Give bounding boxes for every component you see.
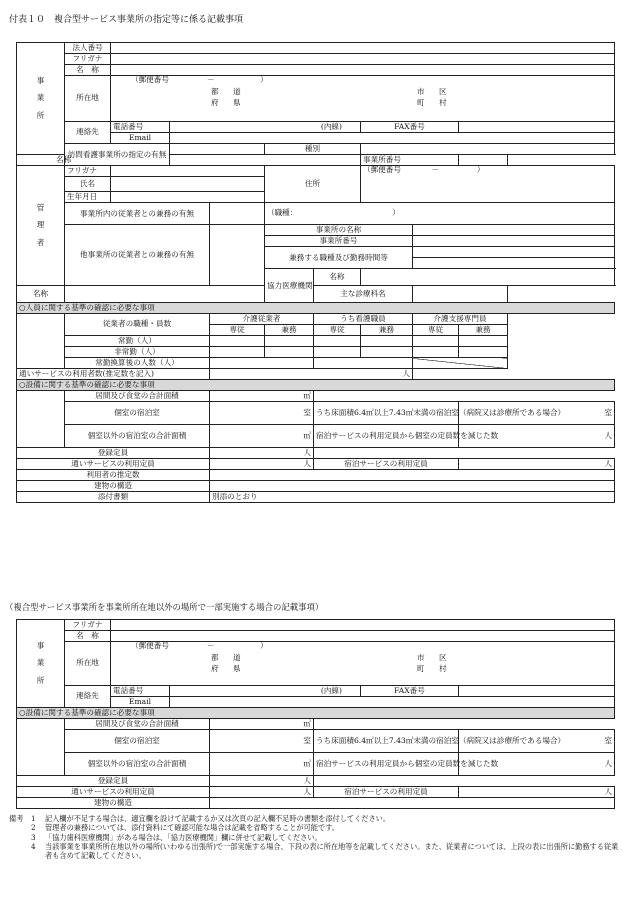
indent-cell <box>17 730 65 753</box>
input-cell[interactable] <box>265 347 314 358</box>
blank-cell <box>314 448 615 459</box>
care-concurrent: 兼務 <box>265 325 314 336</box>
input-cell[interactable] <box>314 336 361 347</box>
email-label: Email <box>111 133 170 144</box>
indent-cell <box>17 347 65 358</box>
input-cell[interactable] <box>361 347 413 358</box>
branch-jigyosho-label: 事 業 所 <box>17 620 65 708</box>
ku-text: 区 <box>439 87 447 96</box>
note-number: 2 <box>31 823 36 833</box>
indent-cell <box>17 358 65 369</box>
form-title: 付表１０ 複合型サービス事業所の指定等に係る記載事項 <box>9 15 244 25</box>
branch-email-field[interactable] <box>170 697 615 708</box>
indent-cell <box>17 719 65 730</box>
branch-fax-field[interactable] <box>459 686 615 697</box>
form-table-branch <box>16 619 615 809</box>
cho-text: 町 <box>417 664 425 673</box>
other-office-name-field[interactable] <box>413 225 615 236</box>
mgr-furigana-field[interactable] <box>111 166 265 177</box>
branch-other-room-area-label: 個室以外の宿泊室の合計面積 <box>65 753 210 776</box>
notes-head: 備考 <box>9 814 24 823</box>
branch-email-label: Email <box>111 697 170 708</box>
stay-diff-label: 宿泊サービスの利用定員から個室の定員数を減じた数 <box>314 425 459 448</box>
staff-type-label: 従業者の職種・員数 <box>65 314 210 336</box>
location-label: 所在地 <box>65 76 111 122</box>
coop-name-label-1: 名称 <box>314 269 361 286</box>
postal-text: （郵便番号 － ） <box>131 75 268 84</box>
blank-cell <box>413 369 508 380</box>
branch-location-label: 所在地 <box>65 642 111 686</box>
private-room-label: 個室の宿泊室 <box>65 402 210 425</box>
other-office-name-label: 事業所の名称 <box>265 225 413 236</box>
coop-name-label-2: 名称 <box>17 286 65 303</box>
input-cell[interactable] <box>413 347 459 358</box>
indent-cell <box>17 753 65 776</box>
other-room-area-field[interactable]: ㎡ <box>210 425 314 448</box>
job-type-field[interactable]: （職種： ） <box>265 203 615 225</box>
main-dept-label-2: 主な診療科名 <box>314 286 413 303</box>
blank-cell <box>314 391 615 402</box>
input-cell[interactable] <box>459 347 508 358</box>
note-number: 3 <box>31 832 36 842</box>
branch-day-capacity-field[interactable]: 人 <box>210 787 314 798</box>
branch-fax-label: FAX番号 <box>361 686 459 697</box>
kind-label: 種別 <box>265 144 361 155</box>
furigana-label: フリガナ <box>65 54 111 65</box>
cho-text: 町 <box>417 98 425 107</box>
notes <box>9 814 621 861</box>
full-work-label: 常勤（人） <box>65 336 210 347</box>
fte-label: 常勤換算後の人数（人） <box>65 358 210 369</box>
note-number: 4 <box>31 842 36 852</box>
branch-postal-text: （郵便番号 － ） <box>131 641 268 650</box>
indent-cell <box>17 336 65 347</box>
concurrent-other-field[interactable] <box>210 225 265 286</box>
input-cell[interactable] <box>314 347 361 358</box>
cm-concurrent: 兼務 <box>459 325 508 336</box>
concurrent-job-field-1[interactable] <box>413 247 615 258</box>
blank-cell <box>508 314 615 380</box>
care-manager-header: 介護支援専門員 <box>413 314 508 325</box>
name-field[interactable] <box>111 65 615 76</box>
fu-text: 府 <box>211 98 219 107</box>
son-text: 村 <box>439 98 447 107</box>
branch-furigana-label: フリガナ <box>65 620 111 631</box>
slash-cell <box>413 358 508 369</box>
vn-office-no-field[interactable] <box>459 155 508 166</box>
branch-small-room-label: うち床面積6.4㎡以上7.43㎡未満の宿泊室（病院又は診療所である場合） <box>314 730 459 753</box>
do-text: 道 <box>233 653 241 662</box>
shi-text: 市 <box>417 87 425 96</box>
structure-field[interactable] <box>210 481 615 492</box>
mgr-fullname-field[interactable] <box>111 177 265 192</box>
vn-name-label: 名称 <box>17 155 111 166</box>
corp-no-field[interactable] <box>111 43 615 54</box>
indent-cell <box>17 325 65 336</box>
stay-diff-field[interactable]: 人 <box>459 425 615 448</box>
branch-structure-field[interactable] <box>210 798 615 809</box>
son-text: 村 <box>439 664 447 673</box>
shi-text: 市 <box>417 653 425 662</box>
living-area-label: 居間及び食堂の合計面積 <box>65 391 210 402</box>
ken-text: 県 <box>233 664 241 673</box>
nurse-fulltime: 専従 <box>314 325 361 336</box>
mgr-fullname-label: 氏名 <box>65 177 111 192</box>
mgr-birth-label: 生年月日 <box>65 192 111 203</box>
fax-label: FAX番号 <box>361 122 459 133</box>
care-staff-header: 介護従業者 <box>210 314 314 325</box>
concurrent-in-field[interactable] <box>210 203 265 225</box>
do-text: 道 <box>233 87 241 96</box>
living-area-field[interactable]: ㎡ <box>210 391 314 402</box>
staff-section-band: ○人員に関する基準の確認に必要な事項 <box>17 303 615 314</box>
note-text: 「協力歯科医療機関」がある場合は、「協力医療機関」欄に併せて記載してください。 <box>45 832 322 842</box>
corp-no-label: 法人番号 <box>65 43 111 54</box>
extension-label: (内線) <box>170 122 361 133</box>
input-cell[interactable] <box>210 336 265 347</box>
branch-structure-label: 建物の構造 <box>17 798 210 809</box>
input-cell[interactable] <box>459 336 508 347</box>
branch-stay-capacity-field[interactable]: 人 <box>459 787 615 798</box>
part-work-label: 非常勤（人） <box>65 347 210 358</box>
branch-private-room-label: 個室の宿泊室 <box>65 730 210 753</box>
branch-stay-diff-field[interactable]: 人 <box>459 753 615 776</box>
input-cell[interactable] <box>314 358 413 369</box>
nurse-staff-header: うち看護職員 <box>314 314 413 325</box>
other-room-area-label: 個室以外の宿泊室の合計面積 <box>65 425 210 448</box>
registered-label: 登録定員 <box>17 448 210 459</box>
branch-phone-label: 電話番号 <box>111 686 170 697</box>
main-dept-field-2[interactable] <box>413 286 508 303</box>
facility-section-band: ○設備に関する基準の確認に必要な事項 <box>17 380 615 391</box>
small-room-label: うち床面積6.4㎡以上7.43㎡未満の宿泊室（病院又は診療所である場合） <box>314 402 459 425</box>
visiting-nurse-label: 訪問看護事業所の指定の有無 <box>65 144 170 166</box>
stay-capacity-field[interactable]: 人 <box>459 459 615 470</box>
structure-label: 建物の構造 <box>17 481 210 492</box>
branch-living-area-field[interactable]: ㎡ <box>210 719 314 730</box>
day-users-label: 通いサービスの利用者数(推定数を記入) <box>17 369 210 380</box>
kind-field[interactable] <box>361 144 615 155</box>
to-text: 都 <box>211 87 219 96</box>
user-estimate-field[interactable] <box>210 470 615 481</box>
vn-office-no-label: 事業所番号 <box>361 155 459 166</box>
branch-furigana-field[interactable] <box>111 620 615 631</box>
private-room-field[interactable]: 室 <box>210 402 314 425</box>
other-office-no-field[interactable] <box>413 236 615 247</box>
stay-capacity-label: 宿泊サービスの利用定員 <box>314 459 459 470</box>
coop-name-field-1[interactable] <box>361 269 615 286</box>
branch-stay-capacity-label: 宿泊サービスの利用定員 <box>314 787 459 798</box>
attachments-field: 別添のとおり <box>210 492 615 503</box>
nurse-concurrent: 兼務 <box>361 325 413 336</box>
fu-text: 府 <box>211 664 219 673</box>
note-text: 管理者の兼務については、添付資料にて確認可能な場合は記載を省略することが可能です。 <box>45 823 339 833</box>
section2-title: （複合型サービス事業所を事業所所在地以外の場所で一部実施する場合の記載事項） <box>5 602 324 612</box>
input-cell[interactable] <box>210 347 265 358</box>
day-users-field[interactable]: 人 <box>210 369 413 380</box>
ku-text: 区 <box>439 653 447 662</box>
branch-contact-label: 連絡先 <box>65 686 111 708</box>
input-cell[interactable] <box>210 358 314 369</box>
blank-cell <box>314 776 615 787</box>
concurrent-job-label: 兼務する職種及び勤務時間等 <box>265 247 413 269</box>
mgr-postal-text: （郵便番号 － ） <box>363 165 485 174</box>
branch-address-field[interactable] <box>111 642 615 686</box>
note-text: 記入欄が不足する場合は、適宜欄を設けて記載するか又は次頁の記入欄不足時の書類を添付してください。 <box>45 814 391 823</box>
mgr-furigana-label: フリガナ <box>65 166 111 177</box>
branch-facility-band: ○設備に関する基準の確認に必要な事項 <box>17 708 615 719</box>
kanrisha-label: 管 理 者 <box>17 166 65 286</box>
mgr-address-field[interactable] <box>361 166 615 203</box>
phone-label: 電話番号 <box>111 122 170 133</box>
branch-registered-label: 登録定員 <box>17 776 210 787</box>
branch-day-capacity-label: 通いサービスの利用定員 <box>17 787 210 798</box>
furigana-field[interactable] <box>111 54 615 65</box>
registered-field[interactable]: 人 <box>210 448 314 459</box>
address-field[interactable] <box>111 76 615 122</box>
input-cell[interactable] <box>361 336 413 347</box>
mgr-address-label: 住所 <box>265 166 361 203</box>
name-label: 名 称 <box>65 65 111 76</box>
email-field[interactable] <box>170 133 615 144</box>
attachments-label: 添付書類 <box>17 492 210 503</box>
concurrent-in-label: 事業所内の従業者との兼務の有無 <box>65 203 210 225</box>
mgr-birth-field[interactable] <box>111 192 265 203</box>
branch-small-room-field[interactable]: 室 <box>459 730 615 753</box>
indent-cell <box>17 391 65 402</box>
input-cell[interactable] <box>413 336 459 347</box>
contact-label: 連絡先 <box>65 122 111 144</box>
input-cell[interactable] <box>265 336 314 347</box>
branch-registered-field[interactable]: 人 <box>210 776 314 787</box>
cm-fulltime: 専従 <box>413 325 459 336</box>
branch-name-label: 名 称 <box>65 631 111 642</box>
note-text: 当該事業を事業所所在地以外の場所(いわゆる出張所)で一部実施する場合、下段の表に所在地等を記載してください。また、従業者については、上段の表に出張所に勤務する従業者も含めて記載してください。 <box>45 842 619 861</box>
branch-private-room-field[interactable]: 室 <box>210 730 314 753</box>
branch-stay-diff-label: 宿泊サービスの利用定員から個室の定員数を減じた数 <box>314 753 459 776</box>
concurrent-other-label: 他事業所の従業者との兼務の有無 <box>65 225 210 286</box>
branch-living-area-label: 居間及び食堂の合計面積 <box>65 719 210 730</box>
indent-cell <box>17 402 65 425</box>
indent-cell <box>17 425 65 448</box>
branch-extension-label: (内線) <box>170 686 361 697</box>
day-capacity-label: 通いサービスの利用定員 <box>17 459 210 470</box>
to-text: 都 <box>211 653 219 662</box>
other-office-no-label: 事業所番号 <box>265 236 413 247</box>
vn-name-field[interactable] <box>170 155 361 166</box>
indent-cell <box>17 314 65 325</box>
coop-medical-label: 協力医療機関 <box>265 269 314 303</box>
branch-other-room-area-field[interactable]: ㎡ <box>210 753 314 776</box>
concurrent-job-field-2[interactable] <box>413 258 615 269</box>
user-estimate-label: 利用者の推定数 <box>17 470 210 481</box>
fax-field[interactable] <box>459 122 615 133</box>
small-room-field[interactable]: 室 <box>459 402 615 425</box>
branch-name-field[interactable] <box>111 631 615 642</box>
jigyosho-label: 事 業 所 <box>17 43 65 155</box>
note-number: 1 <box>31 814 36 823</box>
form-table-main <box>16 42 615 503</box>
visiting-nurse-yn[interactable] <box>170 144 265 155</box>
ken-text: 県 <box>233 98 241 107</box>
care-fulltime: 専従 <box>210 325 265 336</box>
day-capacity-field[interactable]: 人 <box>210 459 314 470</box>
blank-cell <box>314 719 615 730</box>
